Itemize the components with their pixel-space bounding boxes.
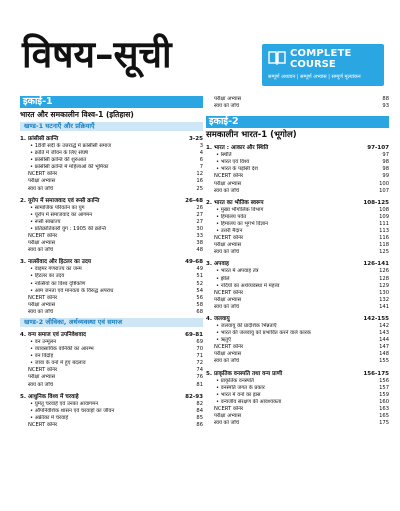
- unit1-tail-row: [206, 96, 389, 103]
- extra-row: [206, 413, 389, 420]
- topic-row: [20, 408, 203, 415]
- chapter-number: 1.: [20, 136, 27, 142]
- extra-row-text: स्वयं को जाँचें: [214, 303, 240, 310]
- chapter-heading: [20, 331, 203, 339]
- topic-row-page: 98: [382, 159, 389, 166]
- extra-row: [206, 290, 389, 297]
- extra-row-page: 76: [196, 374, 203, 381]
- topic-row-text: • प्राकृतिक वनस्पति: [206, 378, 363, 385]
- topic-row-text: • भारत में वनों का ह्रास: [206, 392, 363, 399]
- unit1-tail-row-page: 88: [382, 96, 389, 102]
- topic-row-page: 4: [199, 150, 203, 157]
- extra-row: [206, 304, 389, 311]
- extra-row-text: परीक्षा अभ्यास: [214, 413, 242, 419]
- topic-row: [20, 281, 203, 288]
- topic-row-page: 113: [379, 228, 389, 235]
- unit1-tail-row: [206, 103, 389, 110]
- topic-row: [20, 339, 203, 346]
- topic-row-page: 97: [382, 152, 389, 159]
- topic-row: [206, 152, 389, 159]
- extra-row-page: 99: [382, 173, 389, 180]
- chapter-pages: 97-107: [367, 145, 389, 152]
- extra-row-page: 141: [379, 303, 389, 310]
- unit1-tail-row-page: 93: [382, 103, 389, 110]
- badge-line2: COURSE: [290, 59, 336, 70]
- topic-row: [20, 360, 203, 367]
- topic-row-page: 129: [379, 282, 389, 289]
- topic-row-text: • वन विद्रोह: [20, 353, 177, 360]
- chapter-heading: [206, 370, 389, 378]
- topic-row-text: • हिमालय पर्वत: [206, 214, 363, 221]
- chapter-title: जलवायु: [214, 315, 230, 322]
- extra-row: [206, 344, 389, 351]
- chapter-heading: [20, 135, 203, 143]
- chapter-title: भारत : आकार और स्थिति: [214, 145, 269, 152]
- unit1-section1: खण्ड-1 घटनाएँ और प्रक्रियाएँ: [20, 122, 203, 131]
- topic-row: [20, 273, 203, 280]
- extra-row-page: 48: [196, 247, 203, 254]
- extra-row: [206, 406, 389, 413]
- topic-row-page: 51: [196, 273, 203, 280]
- topic-row-text: • फ्रांसीसी क्रान्ति की शुरुआत: [20, 157, 177, 164]
- page-title: विषय–सूची: [22, 32, 172, 76]
- unit1-section2: खण्ड-2 जीविका, अर्थव्यवस्था एवं समाज: [20, 318, 203, 327]
- extra-row-text: परीक्षा अभ्यास: [28, 240, 56, 247]
- unit1-tail-row-text: स्वयं को जाँचें: [214, 103, 240, 110]
- topic-row: [206, 221, 389, 228]
- topic-row-text: • स्थिति: [206, 152, 363, 159]
- topic-row-page: 6: [199, 157, 203, 164]
- extra-row: [20, 240, 203, 247]
- topic-row-text: • वाइमर गणराज्य का जन्म: [20, 266, 177, 273]
- topic-row-page: 85: [196, 414, 203, 421]
- topic-row-page: 27: [196, 211, 203, 218]
- chapter-number: 4.: [20, 331, 27, 338]
- topic-row: [20, 288, 203, 295]
- extra-row-text: स्वयं को जाँचें: [214, 249, 240, 256]
- chapter-heading: [20, 393, 203, 401]
- extra-row: [206, 420, 389, 427]
- unit1-tail-row-text: परीक्षा अभ्यास: [214, 96, 242, 102]
- topic-row: [206, 214, 389, 221]
- complete-course-badge: [262, 44, 384, 86]
- topic-row-text: • वन्यजीव संरक्षण की आवश्यकता: [206, 399, 363, 406]
- topic-row-page: 98: [382, 166, 389, 173]
- extra-row-page: 81: [196, 381, 203, 388]
- extra-row-page: 56: [196, 294, 203, 301]
- extra-row-text: NCERT कॉर्नर: [214, 173, 244, 180]
- extra-row-page: 165: [379, 413, 389, 419]
- extra-row-page: 125: [379, 249, 389, 256]
- extra-row-page: 74: [196, 367, 203, 374]
- extra-row: [20, 295, 203, 302]
- extra-row-text: NCERT कॉर्नर: [214, 289, 244, 296]
- chapter-pages: 3-25: [189, 136, 203, 142]
- topic-row-text: • भारत एवं विश्व: [206, 159, 363, 166]
- extra-row-text: परीक्षा अभ्यास: [28, 301, 56, 308]
- extra-row: [206, 188, 389, 195]
- chapter-pages: 108-125: [363, 199, 389, 206]
- chapter-title: आधुनिक विश्व में चरवाहे: [28, 393, 79, 400]
- topic-row-text: • 18वीं सदी के उत्तरार्द्ध में फ्रांसीसी समाज: [20, 143, 177, 150]
- topic-row-page: 54: [196, 287, 203, 294]
- extra-row: [206, 249, 389, 256]
- chapter-number: 2.: [206, 199, 213, 206]
- topic-row-text: • अफ्रीका में चरवाहे: [20, 415, 177, 422]
- topic-row-text: • मुख्य भौगोलिक विभाग: [206, 207, 363, 214]
- chapter-title: अपवाह: [214, 261, 229, 268]
- extra-row-page: 86: [196, 421, 203, 428]
- chapter-pages: 142-155: [363, 315, 389, 322]
- topic-row: [206, 385, 389, 392]
- extra-row: [206, 351, 389, 358]
- topic-row-page: 69: [196, 338, 203, 345]
- topic-row: [20, 150, 203, 157]
- topic-row-text: • सामाजिक परिवर्तन का युग: [20, 205, 177, 212]
- extra-row-text: NCERT कॉर्नर: [214, 405, 244, 412]
- extra-row-text: NCERT कॉर्नर: [28, 233, 58, 240]
- topic-row-text: • नात्सियों का विश्व दृष्टिकोण: [20, 281, 177, 288]
- topic-row-page: 82: [196, 400, 203, 407]
- topic-row-text: • नदियों का अर्थव्यवस्था में महत्त्व: [206, 283, 363, 290]
- topic-row-page: 128: [379, 275, 389, 282]
- chapter-number: 5.: [206, 370, 213, 377]
- extra-row-text: NCERT कॉर्नर: [28, 171, 58, 178]
- badge-line1: COMPLETE: [290, 48, 352, 59]
- topic-row: [20, 219, 203, 226]
- extra-row-page: 148: [379, 351, 389, 358]
- extra-row-text: परीक्षा अभ्यास: [214, 180, 242, 187]
- topic-row-page: 52: [196, 280, 203, 287]
- extra-row-text: NCERT कॉर्नर: [28, 367, 58, 374]
- topic-row-page: 71: [196, 353, 203, 360]
- topic-row: [206, 283, 389, 290]
- topic-row: [206, 378, 389, 385]
- topic-row-text: • हिटलर का उदय: [20, 273, 177, 280]
- topic-row: [20, 205, 203, 212]
- extra-row: [206, 173, 389, 180]
- chapter-number: 3.: [20, 259, 27, 266]
- extra-row-text: स्वयं को जाँचें: [214, 187, 240, 194]
- topic-row-page: 30: [196, 225, 203, 232]
- extra-row-page: 147: [379, 344, 389, 351]
- topic-row: [206, 228, 389, 235]
- extra-row-page: 130: [379, 289, 389, 296]
- extra-row-page: 12: [196, 171, 203, 178]
- topic-row-page: 84: [196, 407, 203, 414]
- topic-row-text: • रूसी साम्राज्य: [20, 219, 177, 226]
- extra-row-page: 68: [196, 308, 203, 315]
- chapter-heading: [206, 260, 389, 268]
- extra-row: [206, 242, 389, 249]
- extra-row: [206, 358, 389, 365]
- extra-row: [20, 309, 203, 316]
- extra-row-page: 175: [379, 420, 389, 427]
- extra-row: [206, 235, 389, 242]
- extra-row-page: 155: [379, 358, 389, 365]
- topic-row-page: 49: [196, 266, 203, 273]
- topic-row: [20, 143, 203, 150]
- extra-row-page: 38: [196, 240, 203, 247]
- extra-row-page: 132: [379, 296, 389, 303]
- extra-row-page: 33: [196, 233, 203, 240]
- topic-row: [20, 157, 203, 164]
- unit2-book-title: समकालीन भारत-1 (भूगोल): [206, 130, 297, 141]
- extra-row-text: स्वयं को जाँचें: [28, 308, 54, 315]
- topic-row-page: 111: [379, 220, 389, 227]
- chapter-number: 5.: [20, 393, 27, 400]
- topic-row-text: • झीलें: [206, 276, 363, 283]
- topic-row: [206, 330, 389, 337]
- chapter-heading: [206, 315, 389, 323]
- badge-tagline: सम्पूर्ण अध्ययन | सम्पूर्ण अभ्यास | सम्पूर्ण मूल्यांकन: [268, 74, 361, 80]
- topic-row-text: • फ्रांसीसी क्रान्ति में महिलाओं की भूमिका: [20, 164, 177, 171]
- unit2-column: [206, 96, 389, 427]
- extra-row-text: स्वयं को जाँचें: [28, 185, 54, 192]
- chapter-number: 1.: [206, 145, 213, 152]
- extra-row-page: 116: [379, 235, 389, 242]
- topic-row-page: 3: [199, 143, 203, 149]
- extra-row-page: 118: [379, 242, 389, 249]
- chapter-title: फ्रांसीसी क्रान्ति: [28, 136, 59, 142]
- topic-row: [206, 166, 389, 173]
- topic-row-page: 109: [379, 213, 389, 220]
- unit1-book-title: भारत और समकालीन विश्व-1 (इतिहास): [20, 110, 134, 119]
- chapter-number: 3.: [206, 261, 213, 268]
- topic-row-text: • उत्तरी मैदान: [206, 228, 363, 235]
- chapter-pages: 26-48: [185, 197, 203, 204]
- topic-row: [206, 276, 389, 283]
- topic-row-text: • हिमालय का भूगर्भ विज्ञान: [206, 221, 363, 228]
- topic-row-text: • प्रतिक्रांतिकारी युग : 1905 की क्रान्ति: [20, 226, 177, 233]
- topic-row-text: • वनस्पति जगत के प्रकार: [206, 385, 363, 392]
- topic-row-page: 156: [379, 377, 389, 384]
- topic-row: [20, 266, 203, 273]
- chapter-pages: 156-175: [363, 370, 389, 377]
- extra-row-text: NCERT कॉर्नर: [28, 421, 58, 428]
- extra-row: [206, 297, 389, 304]
- extra-row: [20, 233, 203, 240]
- topic-row-page: 72: [196, 360, 203, 367]
- chapter-heading: [206, 144, 389, 152]
- extra-row: [20, 382, 203, 389]
- chapter-pages: 82-93: [185, 393, 203, 400]
- extra-row-text: स्वयं को जाँचें: [28, 381, 54, 388]
- extra-row-text: परीक्षा अभ्यास: [214, 351, 242, 358]
- unit1-banner: इकाई-1: [20, 96, 203, 108]
- extra-row: [20, 302, 203, 309]
- topic-row-page: 126: [379, 268, 389, 275]
- extra-row-text: परीक्षा अभ्यास: [28, 178, 56, 185]
- extra-row: [20, 422, 203, 429]
- topic-row-text: • भारत की जलवायु को प्रभावित करने वाले कारक: [206, 330, 363, 337]
- topic-row: [20, 415, 203, 422]
- extra-row: [20, 374, 203, 381]
- chapter-number: 4.: [206, 315, 213, 322]
- topic-row-text: • जलवायु की प्रादेशिक भिन्नताएँ: [206, 323, 363, 330]
- chapter-heading: [20, 258, 203, 266]
- extra-row-text: स्वयं को जाँचें: [28, 247, 54, 254]
- topic-row: [206, 207, 389, 214]
- topic-row-text: • वन उन्मूलन: [20, 339, 177, 346]
- extra-row-text: स्वयं को जाँचें: [214, 420, 240, 427]
- chapter-title: भारत का भौतिक स्वरूप: [214, 199, 264, 206]
- chapter-title: यूरोप में समाजवाद एवं रूसी क्रान्ति: [28, 197, 100, 204]
- extra-row: [20, 247, 203, 254]
- topic-row: [206, 337, 389, 344]
- topic-row-page: 27: [196, 218, 203, 225]
- extra-row-text: परीक्षा अभ्यास: [28, 374, 56, 381]
- extra-row: [20, 178, 203, 185]
- topic-row: [206, 268, 389, 275]
- extra-row-text: NCERT कॉर्नर: [28, 294, 58, 301]
- topic-row: [20, 346, 203, 353]
- extra-row-text: परीक्षा अभ्यास: [214, 242, 242, 249]
- extra-row-text: स्वयं को जाँचें: [214, 358, 240, 365]
- topic-row-text: • औपनिवेशिक शासन एवं चरवाहों का जीवन: [20, 408, 177, 415]
- topic-row-page: 160: [379, 398, 389, 405]
- unit2-banner: इकाई-2: [206, 116, 389, 128]
- book-logo-icon: [268, 50, 286, 66]
- topic-row-text: • ऋतुएँ: [206, 337, 363, 344]
- topic-row-text: • भारत में अपवाह तंत्र: [206, 268, 363, 275]
- chapter-number: 2.: [20, 197, 27, 204]
- topic-row-text: • यूरोप में समाजवाद का आगमन: [20, 212, 177, 219]
- topic-row-page: 26: [196, 204, 203, 211]
- chapter-pages: 49-68: [185, 259, 203, 266]
- chapter-title: नात्सीवाद और हिटलर का उदय: [28, 259, 92, 266]
- chapter-heading: [206, 199, 389, 207]
- chapter-title: प्राकृतिक वनस्पति तथा वन्य प्राणी: [214, 370, 283, 377]
- topic-row-page: 7: [199, 164, 203, 171]
- topic-row-text: • भारत के पड़ोसी देश: [206, 166, 363, 173]
- topic-row-text: • घुमंतू चरवाहे एवं उनका आवागमन: [20, 401, 177, 408]
- topic-row-text: • जावा के वनों में हुए बदलाव: [20, 360, 177, 367]
- topic-row-page: 157: [379, 384, 389, 391]
- topic-row-text: • क्रांति में जीवन के लिए संघर्ष: [20, 150, 177, 157]
- extra-row: [20, 171, 203, 178]
- extra-row-page: 163: [379, 405, 389, 412]
- topic-row-page: 142: [379, 322, 389, 329]
- topic-row-text: • आम जनता एवं मानवता के विरुद्ध अपराध: [20, 288, 177, 295]
- topic-row: [206, 323, 389, 330]
- topic-row-page: 143: [379, 330, 389, 337]
- topic-row: [20, 226, 203, 233]
- topic-row-page: 159: [379, 391, 389, 398]
- extra-row: [20, 367, 203, 374]
- extra-row-page: 100: [379, 180, 389, 187]
- topic-row: [20, 353, 203, 360]
- topic-row: [206, 399, 389, 406]
- extra-row: [206, 181, 389, 188]
- extra-row-page: 107: [379, 187, 389, 194]
- unit1-column: [20, 96, 203, 429]
- extra-row-page: 58: [196, 301, 203, 308]
- extra-row-text: NCERT कॉर्नर: [214, 235, 244, 242]
- topic-row: [20, 164, 203, 171]
- topic-row-text: • व्यावसायिक वानिकी का आरम्भ: [20, 346, 177, 353]
- topic-row-page: 144: [379, 337, 389, 344]
- extra-row-page: 25: [196, 185, 203, 192]
- extra-row-text: परीक्षा अभ्यास: [214, 296, 242, 303]
- chapter-title: वन्य समाज एवं उपनिवेशवाद: [28, 331, 87, 338]
- topic-row-page: 108: [379, 206, 389, 213]
- extra-row-text: NCERT कॉर्नर: [214, 344, 244, 351]
- topic-row: [20, 401, 203, 408]
- chapter-pages: 69-81: [185, 331, 203, 338]
- topic-row: [206, 159, 389, 166]
- chapter-pages: 126-141: [363, 261, 389, 268]
- topic-row: [20, 212, 203, 219]
- extra-row: [20, 186, 203, 193]
- extra-row-page: 16: [196, 178, 203, 185]
- topic-row: [206, 392, 389, 399]
- topic-row-page: 70: [196, 346, 203, 353]
- chapter-heading: [20, 197, 203, 205]
